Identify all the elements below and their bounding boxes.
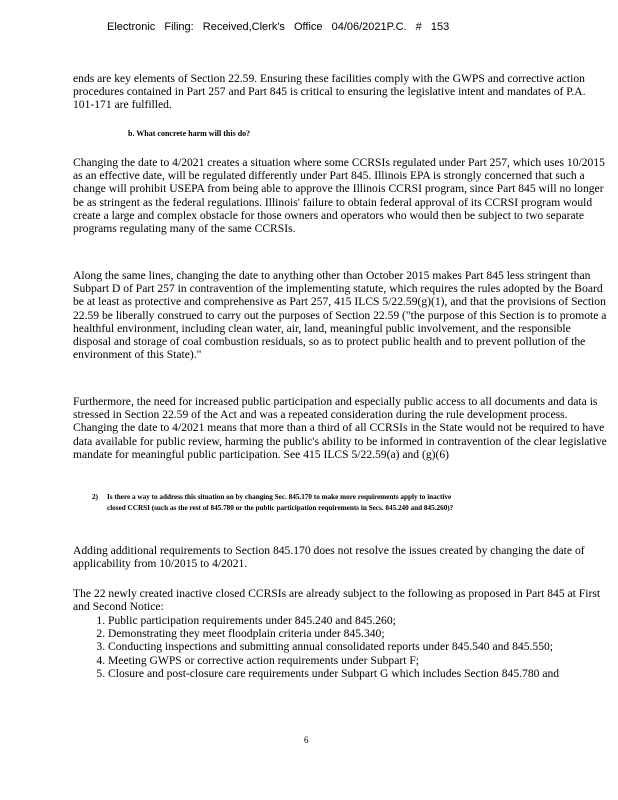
requirements-list xyxy=(90,614,608,680)
paragraph-date-change: Changing the date to 4/2021 creates a situation where some CCRSIs regulated under Part 257, which uses 10/2015 as an effective date, will be regulated differently under Part 845. Illinois EPA is strongly concerned that such a change will prohibit USEPA from being able to approve the Illinois CCRSI program, since Part 845 will no longer be as stringent as the federal regulations. Illinois' failure to obtain federal approval of its CCRSI program would create a large and complex obstacle for those owners and operators who would then be subject to two separate programs regulating many of the same CCRSIs. xyxy=(73,156,605,236)
paragraph-intro: ends are key elements of Section 22.59. Ensuring these facilities comply with the GWPS and corrective action procedures contained in Part 257 and Part 845 is critical to ensuring the legislative intent and mandates of P.A. 101-171 are fulfilled. xyxy=(73,72,586,112)
paragraph-inactive-ccrsis: The 22 newly created inactive closed CCRSIs are already subject to the following as proposed in Part 845 at First and Second Notice: xyxy=(73,587,601,614)
page-number: 6 xyxy=(304,735,309,745)
question-text: Is there a way to address this situation on by changing Sec. 845.170 to make more requirements apply to inactive closed CCRSI (such as the rest of 845.780 or the public participation requirements in Secs. 845.240 and 845.260)? xyxy=(107,493,454,512)
list-item: 5. Closure and post-closure care requirements under Subpart G which includes Section 845.780 and xyxy=(108,667,608,680)
list-item: 2. Demonstrating they meet floodplain criteria under 845.340; xyxy=(108,627,608,640)
list-item: 3. Conducting inspections and submitting annual consolidated reports under 845.540 and 845.550; xyxy=(108,640,608,653)
question-number: 2) xyxy=(92,493,98,501)
subheading-concrete-harm: b. What concrete harm will this do? xyxy=(128,129,251,138)
list-item: 1. Public participation requirements under 845.240 and 845.260; xyxy=(108,614,608,627)
paragraph-stringency: Along the same lines, changing the date to anything other than October 2015 makes Part 845 less stringent than Subpart D of Part 257 in contravention of the implementing statute, which requires the rules adopted by the Board be at least as protective and comprehensive as Part 257, 415 ILCS 5/22.59(g)(1), and that the provisions of Section 22.59 be liberally construed to carry out the purposes of Section 22.59 ("the purpose of this Section is to promote a healthful environment, including clean water, air, land, meaningful public involvement, and the responsible disposal and storage of coal combustion residuals, so as to protect public health and to prevent pollution of the environment of this State)." xyxy=(73,269,607,362)
paragraph-public-participation: Furthermore, the need for increased public participation and especially public access to all documents and data is stressed in Section 22.59 of the Act and was a repeated consideration during the rule development process. Changing the date to 4/2021 means that more than a third of all CCRSIs in the State would not be required to have data available for public review, harming the public's ability to be informed in contravention of the clear legislative mandate for meaningful public participation. See 415 ILCS 5/22.59(a) and (g)(6) xyxy=(73,395,607,461)
filing-header: Electronic Filing: Received,Clerk's Office 04/06/2021P.C. # 153 xyxy=(107,21,450,33)
list-item: 4. Meeting GWPS or corrective action requirements under Subpart F; xyxy=(108,654,608,667)
paragraph-additional-requirements: Adding additional requirements to Section 845.170 does not resolve the issues created by changing the date of applicability from 10/2015 to 4/2021. xyxy=(73,544,585,571)
